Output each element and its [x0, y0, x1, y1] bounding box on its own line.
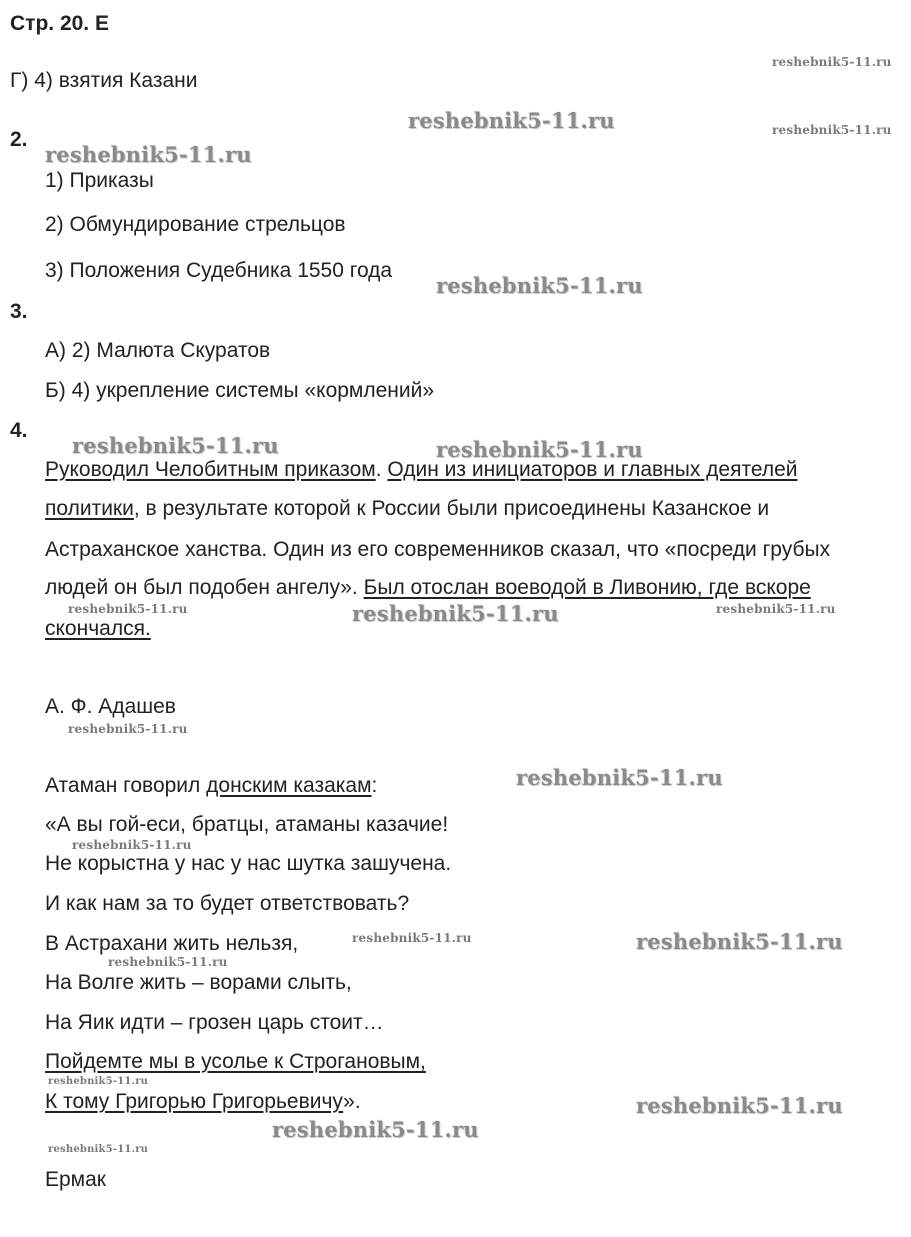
q4-number: 4. — [10, 419, 28, 442]
watermark: reshebnik5-11.ru — [436, 273, 643, 298]
q4-answer-2: Ермак — [45, 1168, 106, 1191]
watermark: reshebnik5-11.ru — [436, 437, 643, 462]
q3-item-a: А) 2) Малюта Скуратов — [45, 339, 271, 362]
watermark: reshebnik5-11.ru — [48, 1076, 149, 1087]
watermark: reshebnik5-11.ru — [516, 765, 723, 790]
watermark: reshebnik5-11.ru — [772, 123, 892, 137]
q4-answer-1: А. Ф. Адашев — [45, 695, 176, 718]
verse-line-5: На Волге жить – ворами слыть, — [45, 971, 352, 994]
watermark: reshebnik5-11.ru — [636, 929, 843, 954]
underlined-fact-7: Пойдемте мы в усолье к Строгановым, — [45, 1050, 426, 1073]
q4-paragraph-line-1 — [45, 457, 798, 483]
text-fragment: , в результате которой к России были присоединены Казанское и — [133, 497, 770, 520]
underlined-fact-3: политики — [45, 497, 134, 520]
q2-item-1: 1) Приказы — [45, 169, 154, 192]
underlined-fact-6: донским казакам — [206, 774, 372, 797]
text-fragment: : — [371, 774, 378, 797]
text-fragment: ». — [343, 1090, 361, 1113]
watermark: reshebnik5-11.ru — [772, 55, 892, 69]
watermark: reshebnik5-11.ru — [68, 602, 188, 616]
q1-answer: Г) 4) взятия Казани — [10, 69, 198, 92]
watermark: reshebnik5-11.ru — [108, 955, 228, 969]
underlined-fact-2: Один из инициаторов и главных деятелей — [387, 458, 798, 481]
q3-item-b: Б) 4) укрепление системы «кормлений» — [45, 379, 435, 402]
watermark: reshebnik5-11.ru — [272, 1117, 479, 1142]
underlined-fact-8: К тому Григорью Григорьевичу — [45, 1090, 344, 1113]
verse-line-2: Не корыстна у нас у нас шутка зашучена. — [45, 852, 452, 875]
verse-line-6: На Яик идти – грозен царь стоит… — [45, 1011, 384, 1034]
underlined-fact-1: Руководил Челобитным приказом — [45, 458, 376, 481]
underlined-fact-5: скончался. — [45, 617, 151, 640]
q2-number: 2. — [10, 128, 28, 151]
underlined-fact-4: Был отослан воеводой в Ливонию, где вскоре — [363, 576, 811, 599]
watermark: reshebnik5-11.ru — [72, 838, 192, 852]
verse-line-1: «А вы гой-еси, братцы, атаманы казачие! — [45, 813, 449, 836]
q2-item-2: 2) Обмундирование стрельцов — [45, 213, 346, 236]
q4-verse-intro — [45, 773, 377, 799]
watermark: reshebnik5-11.ru — [352, 601, 559, 626]
watermark: reshebnik5-11.ru — [636, 1093, 843, 1118]
q4-paragraph-line-2 — [45, 496, 769, 522]
watermark: reshebnik5-11.ru — [408, 108, 615, 133]
q4-paragraph-line-4 — [45, 575, 811, 601]
verse-line-7 — [45, 1049, 426, 1075]
text-fragment: . — [375, 458, 388, 481]
text-fragment: Атаман говорил — [45, 774, 207, 797]
verse-line-3: И как нам за то будет ответствовать? — [45, 892, 410, 915]
watermark: reshebnik5-11.ru — [352, 931, 472, 945]
text-fragment: людей он был подобен ангелу». — [45, 576, 364, 599]
q4-paragraph-line-3: Астраханское ханства. Один из его современников сказал, что «посреди грубых — [45, 538, 831, 561]
watermark: reshebnik5-11.ru — [48, 1144, 149, 1155]
q4-paragraph-line-5 — [45, 616, 151, 642]
watermark: reshebnik5-11.ru — [716, 602, 836, 616]
verse-line-4: В Астрахани жить нельзя, — [45, 932, 299, 955]
verse-line-8 — [45, 1089, 361, 1115]
watermark: reshebnik5-11.ru — [68, 722, 188, 736]
q2-item-3: 3) Положения Судебника 1550 года — [45, 259, 393, 282]
page-title: Стр. 20. Е — [10, 12, 109, 35]
watermark: reshebnik5-11.ru — [72, 433, 279, 458]
q3-number: 3. — [10, 300, 28, 323]
watermark: reshebnik5-11.ru — [45, 142, 252, 167]
